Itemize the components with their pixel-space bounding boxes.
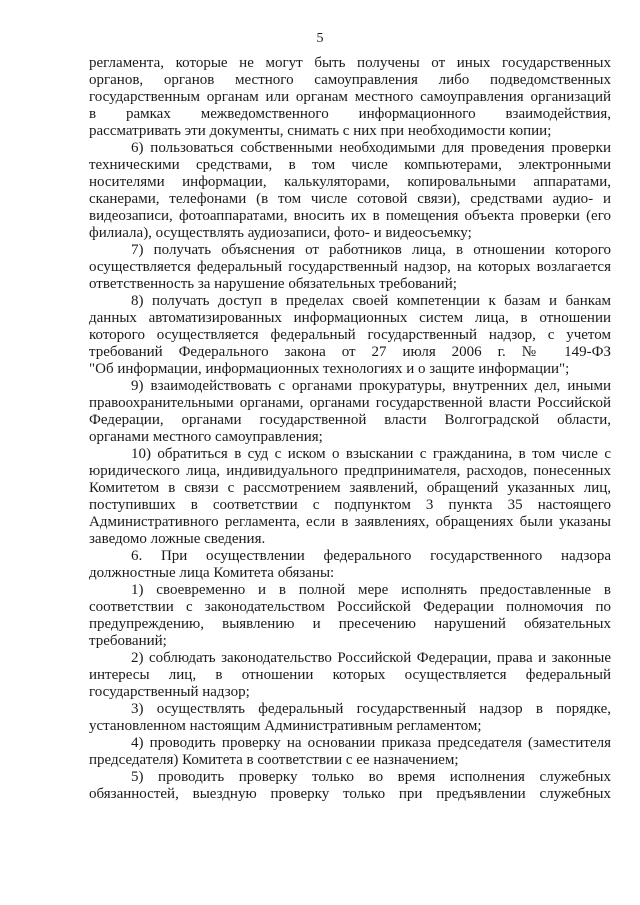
text-line: в рамках межведомственного информационного взаимодействия, [89,106,611,122]
text-line: заведомо ложные сведения. [89,531,266,547]
text-line: установленном настоящим Административным регламентом; [89,718,482,734]
body-text [89,55,611,803]
text-line: сканерами, телефонами (в том числе сотовой связи), средствами аудио- и [89,191,611,207]
text-line: видеозаписи, фотоаппаратами, вносить их в помещения объекта проверки (его [89,208,611,224]
text-line: "Об информации, информационных технологиях и о защите информации"; [89,361,570,377]
text-line: обязанностей, выездную проверку только при предъявлении служебных [89,786,611,802]
text-line: интересы лиц, в отношении которых осуществляется федеральный [89,667,611,683]
text-line: должностные лица Комитета обязаны: [89,565,335,581]
text-line: регламента, которые не могут быть получены от иных государственных [89,55,611,71]
text-line: требований; [89,633,167,649]
text-line: юридического лица, индивидуального предпринимателя, расходов, понесенных [89,463,611,479]
text-line: органами местного самоуправления; [89,429,323,445]
text-line: поступивших в соответствии с подпунктом 3 пункта 35 настоящего [89,497,611,513]
text-line: 6. При осуществлении федерального государственного надзора [131,548,611,564]
text-line: которого осуществляется федеральный государственный надзор, с учетом [89,327,611,343]
text-line: 2) соблюдать законодательство Российской Федерации, права и законные [131,650,611,666]
text-line: 7) получать объяснения от работников лица, в отношении которого [131,242,611,258]
text-line: филиала), осуществлять аудиозаписи, фото- и видеосъемку; [89,225,472,241]
text-line: Административного регламента, если в заявлениях, обращениях были указаны [89,514,611,530]
text-line: Комитетом в связи с рассмотрением заявлений, обращений указанных лиц, [89,480,611,496]
text-line: 1) своевременно и в полной мере исполнять предоставленные в [131,582,611,598]
text-line: техническими средствами, в том числе компьютерами, электронными [89,157,611,173]
text-line: предупреждению, выявлению и пресечению нарушений обязательных [89,616,611,632]
text-line: 5) проводить проверку только во время исполнения служебных [131,769,611,785]
text-line: правоохранительными органами, органами государственной власти Российской [89,395,611,411]
text-line: государственным органам или органам местного самоуправления организаций [89,89,611,105]
text-line: органов, органов местного самоуправления либо подведомственных [89,72,611,88]
text-line: 6) пользоваться собственными необходимыми для проведения проверки [131,140,611,156]
text-line: 3) осуществлять федеральный государственный надзор в порядке, [131,701,611,717]
text-line: государственный надзор; [89,684,250,700]
text-line: ответственность за нарушение обязательных требований; [89,276,457,292]
text-line: соответствии с законодательством Российской Федерации полномочия по [89,599,611,615]
page-number: 5 [316,31,324,46]
text-line: носителями информации, калькуляторами, копировальными аппаратами, [89,174,611,190]
text-line: данных автоматизированных информационных систем лица, в отношении [89,310,611,326]
text-line: 9) взаимодействовать с органами прокуратуры, внутренних дел, иными [131,378,611,394]
text-line: 8) получать доступ в пределах своей компетенции к базам и банкам [131,293,611,309]
text-line: требований Федерального закона от 27 июля 2006 г. № 149-ФЗ [89,344,611,360]
text-line: председателя) Комитета в соответствии с ее назначением; [89,752,459,768]
text-line: 10) обратиться в суд с иском о взыскании с гражданина, в том числе с [131,446,611,462]
text-line: рассматривать эти документы, снимать с них при необходимости копии; [89,123,552,139]
text-line: осуществляется федеральный государственный надзор, на которых возлагается [89,259,611,275]
text-line: 4) проводить проверку на основании приказа председателя (заместителя [131,735,611,751]
text-line: Федерации, органами государственной власти Волгоградской области, [89,412,611,428]
